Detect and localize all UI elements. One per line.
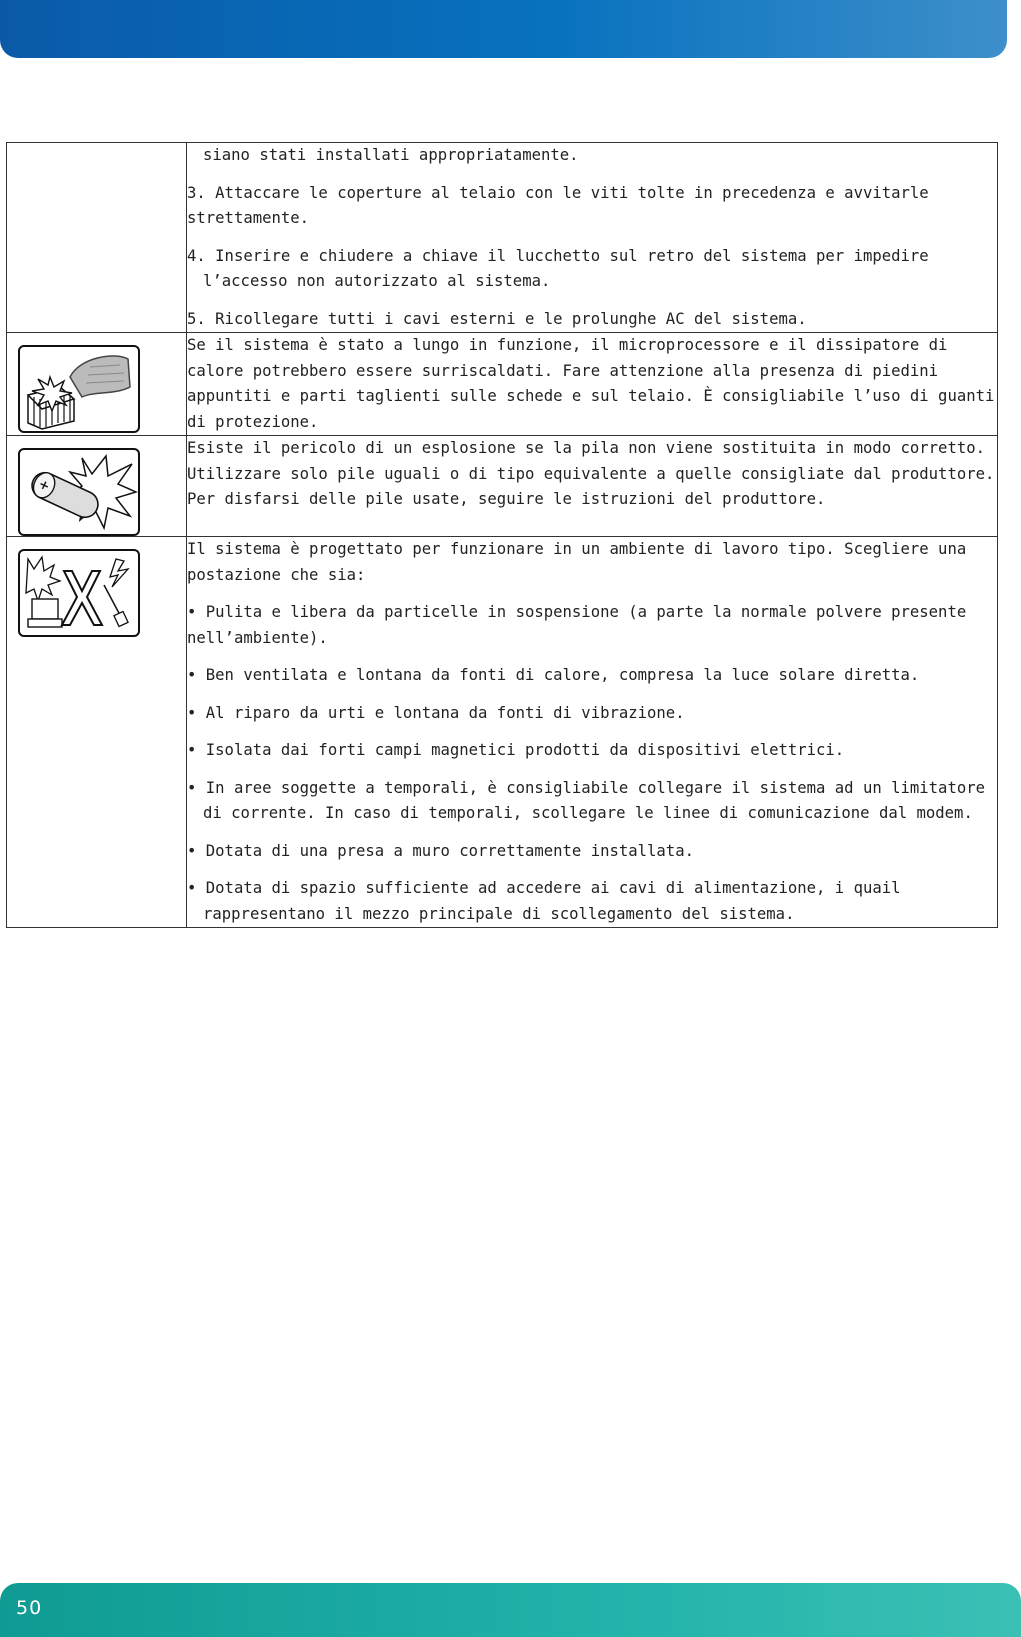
paragraph: siano stati installati appropriatamente. [203, 146, 579, 164]
bullet-item: • Dotata di spazio sufficiente ad accedere ai cavi di alimentazione, i quail rappresentano il mezzo principale di scollegamento del sistema. [187, 879, 901, 923]
paragraph: Il sistema è progettato per funzionare in un ambiente di lavoro tipo. Scegliere una postazione che sia: [187, 540, 967, 584]
text-cell [187, 143, 998, 333]
paragraph: 5. Ricollegare tutti i cavi esterni e le prolunghe AC del sistema. [187, 309, 807, 328]
paragraph: Se il sistema è stato a lungo in funzione, il microprocessore e il dissipatore di calore potrebbero essere surriscaldati. Fare attenzione alla presenza di piedini appuntiti e parti taglienti sulle schede e sul telaio. È consigliabile l’uso di guanti di protezione. [187, 336, 995, 431]
text-cell [187, 436, 998, 537]
bullet-item: • Ben ventilata e lontana da fonti di calore, compresa la luce solare diretta. [187, 666, 920, 684]
hot-heatsink-icon [18, 345, 140, 433]
table-row [7, 436, 998, 537]
table-row [7, 333, 998, 436]
paragraph: 3. Attaccare le coperture al telaio con le viti tolte in precedenza e avvitarle strettamente. [187, 183, 929, 227]
top-banner [0, 0, 1007, 58]
icon-cell-empty [7, 143, 187, 333]
bullet-item: • Pulita e libera da particelle in sospensione (a parte la normale polvere presente nell’ambiente). [187, 603, 967, 647]
bullet-item: • Dotata di una presa a muro correttamente installata. [187, 841, 694, 860]
bottom-banner [0, 1583, 1021, 1637]
safety-notes-table [6, 142, 998, 928]
page-number: 50 [16, 1597, 43, 1619]
table-row [7, 537, 998, 928]
bullet-item: • In aree soggette a temporali, è consigliabile collegare il sistema ad un limitatore di corrente. In caso di temporali, scollegare le linee di comunicazione dal modem. [187, 778, 985, 822]
table-row [7, 143, 998, 333]
environment-warning-icon [18, 549, 140, 637]
paragraph: Esiste il pericolo di un esplosione se la pila non viene sostituita in modo corretto. Utilizzare solo pile uguali o di tipo equivalente a quelle consigliate dal produttore. Per disfarsi delle pile usate, seguire le istruzioni del produttore. [187, 439, 995, 508]
text-cell [187, 537, 998, 928]
battery-explosion-icon [18, 448, 140, 536]
icon-cell [7, 333, 187, 436]
text-cell [187, 333, 998, 436]
icon-cell [7, 537, 187, 928]
bullet-item: • Isolata dai forti campi magnetici prodotti da dispositivi elettrici. [187, 741, 845, 759]
icon-cell [7, 436, 187, 537]
paragraph: 4. Inserire e chiudere a chiave il lucchetto sul retro del sistema per impedire l’accesso non autorizzato al sistema. [187, 246, 929, 290]
bullet-item: • Al riparo da urti e lontana da fonti di vibrazione. [187, 703, 685, 722]
